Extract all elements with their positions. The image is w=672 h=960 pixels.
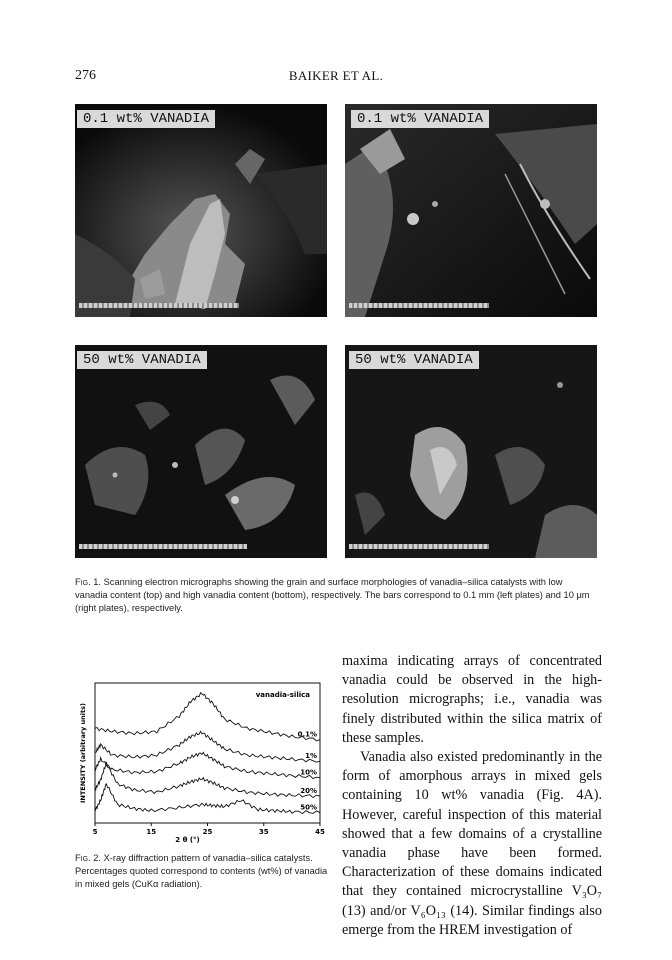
body-paragraph: maxima indicating arrays of concentrated vanadia could be observed in the high-resolution micrographs; i.e., vanadia was finely distributed within the silica matrix of these samples. — [342, 653, 602, 746]
chart-title: vanadia-silica — [255, 691, 310, 699]
figure1-caption — [75, 576, 597, 615]
x-tick-label: 15 — [146, 828, 157, 836]
series-line — [95, 693, 320, 741]
sem-image-bottom-right — [345, 345, 597, 558]
y-axis-label: INTENSITY (arbitrary units) — [79, 703, 87, 803]
x-tick-label: 5 — [92, 828, 98, 836]
scale-bar — [79, 544, 247, 549]
sem-image-bottom-left — [75, 345, 327, 558]
series-label: 50% — [300, 803, 317, 812]
series-label: 10% — [300, 768, 317, 777]
series-line — [95, 762, 320, 798]
sem-plate-top-left — [75, 104, 327, 317]
series-line — [95, 731, 320, 762]
x-tick-label: 35 — [258, 828, 269, 836]
plate-label: 50 wt% VANADIA — [349, 351, 479, 369]
body-paragraph: Vanadia also existed predominantly in the form of amorphous arrays in mixed gels containing 10 wt% vanadia (Fig. 4A). However, careful inspection of this material showed that a few domains of a crystalline vanadia phase have been formed. Characterization of these domains indicated that they contained microcrystalline V₃O₇ (13) and/or V₆O₁₃ (14). Similar findings also emerge from the HREM investigation of — [342, 749, 602, 938]
plate-label: 0.1 wt% VANADIA — [77, 110, 215, 128]
plate-label: 0.1 wt% VANADIA — [351, 110, 489, 128]
x-axis-label: 2 θ (°) — [175, 836, 200, 844]
sem-plate-bottom-right — [345, 345, 597, 558]
series-label: 20% — [300, 787, 317, 796]
scale-bar — [349, 303, 489, 308]
figure2-caption-lead: Fig. 2. — [75, 853, 101, 863]
xrd-chart — [75, 675, 330, 845]
scale-bar — [349, 544, 489, 549]
body-text-column — [342, 652, 602, 940]
x-tick-label: 25 — [202, 828, 213, 836]
figure1-caption-text: Scanning electron micrographs showing the grain and surface morphologies of vanadia–silica catalysts with low vanadia content (top) and high vanadia content (bottom), respectively. The bars correspond to 0.1 mm (left plates) and 10 μm (right plates), respectively. — [75, 577, 590, 613]
series-line — [95, 784, 320, 814]
sem-plate-top-right — [345, 104, 597, 317]
plot-frame — [95, 683, 320, 823]
sem-image-top-left — [75, 104, 327, 317]
figure2-caption-text: X-ray diffraction pattern of vanadia–silica catalysts. Percentages quoted correspond to contents (wt%) of vanadia in mixed gels (CuKα radiation). — [75, 853, 328, 889]
plate-label: 50 wt% VANADIA — [77, 351, 207, 369]
xrd-chart-svg — [75, 675, 330, 845]
figure1-caption-lead: Fig. 1. — [75, 577, 101, 587]
series-label: 0.1% — [297, 730, 317, 739]
series-label: 1% — [305, 752, 317, 761]
figure2-caption — [75, 852, 333, 891]
sem-plate-bottom-left — [75, 345, 327, 558]
series-line — [95, 752, 320, 778]
x-tick-label: 45 — [315, 828, 325, 836]
running-head: BAIKER ET AL. — [288, 68, 384, 83]
page-number: 276 — [75, 68, 96, 83]
sem-image-top-right — [345, 104, 597, 317]
scale-bar — [79, 303, 239, 308]
